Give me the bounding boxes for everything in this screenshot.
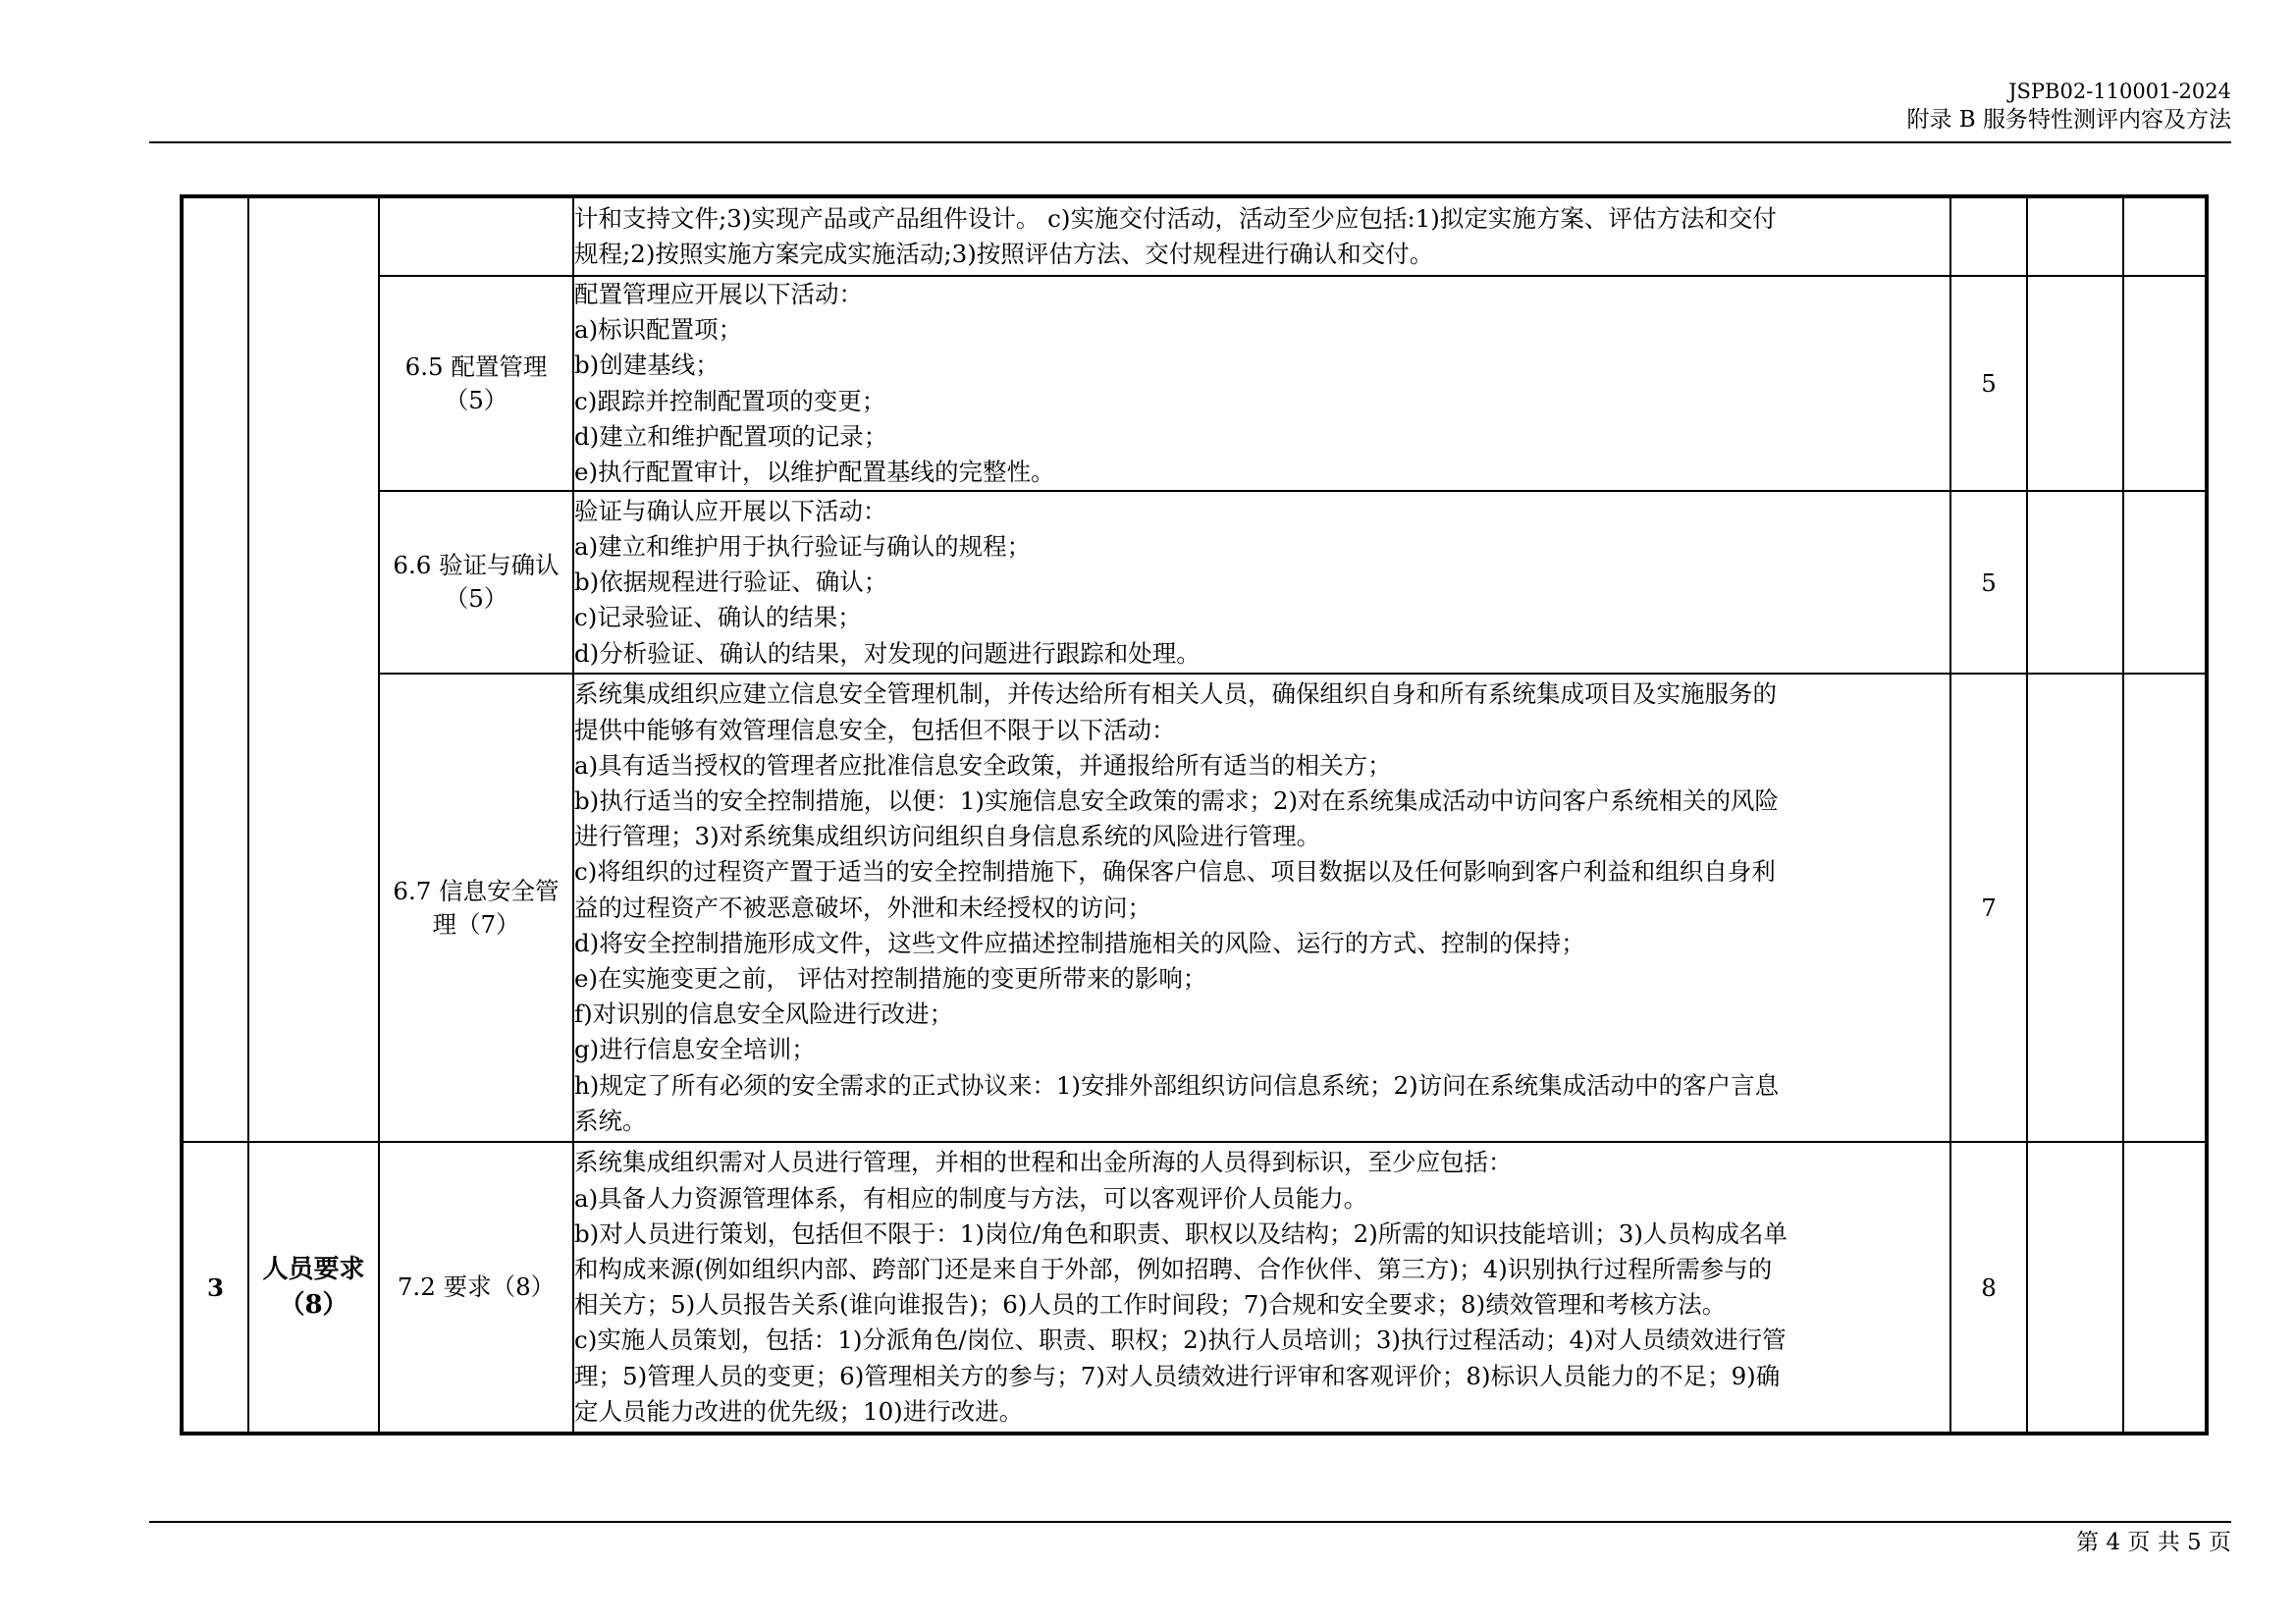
content-line: a)具备人力资源管理体系，有相应的制度与方法，可以客观评价人员能力。 xyxy=(574,1183,1368,1213)
blank-cell xyxy=(2027,1142,2123,1434)
item-cell xyxy=(379,1142,573,1434)
content-line: c)跟踪并控制配置项的变更； xyxy=(574,386,886,415)
category-cell xyxy=(248,1142,379,1434)
content-line: 理；5)管理人员的变更；6)管理相关方的参与；7)对人员绩效进行评审和客观评价；8)标识人员能力的不足；9)确 xyxy=(574,1361,1781,1390)
content-cell xyxy=(573,196,1950,276)
content-line: 系统集成组织需对人员进行管理，并相的世程和出金所海的人员得到标识，至少应包括： xyxy=(574,1148,1513,1177)
content-line: 配置管理应开展以下活动： xyxy=(574,280,863,308)
content-line: b)创建基线； xyxy=(574,351,720,380)
header-title: 附录 B 服务特性测评内容及方法 xyxy=(1906,107,2231,133)
content-line: 系统。 xyxy=(574,1106,647,1135)
content-line: a)具有适当授权的管理者应批准信息安全政策，并通报给所有适当的相关方； xyxy=(574,750,1392,780)
header-rule xyxy=(149,141,2231,143)
content-line: h)规定了所有必须的安全需求的正式协议来：1)安排外部组织访问信息系统；2)访问在系统集成活动中的客户言息 xyxy=(574,1070,1780,1100)
no-cell xyxy=(182,196,248,1142)
content-line: c)将组织的过程资产置于适当的安全控制措施下，确保客户信息、项目数据以及任何影响到客户利益和组织自身利 xyxy=(574,857,1776,887)
content-line: d)建立和维护配置项的记录； xyxy=(574,421,888,451)
content-line: 计和支持文件;3)实现产品或产品组件设计。 c)实施交付活动，活动至少应包括:1)拟定实施方案、评估方法和交付 xyxy=(574,203,1777,233)
page-number: 第 4 页 共 5 页 xyxy=(2076,1530,2231,1555)
content-cell xyxy=(573,276,1950,491)
content-line: 验证与确认应开展以下活动： xyxy=(574,496,887,525)
item-cell xyxy=(379,491,573,674)
score-cell: 8 xyxy=(1950,1142,2027,1434)
content-line: a)建立和维护用于执行验证与确认的规程； xyxy=(574,531,1032,561)
content-line: 益的过程资产不被恶意破坏，外泄和未经授权的访问； xyxy=(574,893,1151,922)
score-cell: 7 xyxy=(1950,674,2027,1142)
content-line: d)将安全控制措施形成文件，这些文件应描述控制措施相关的风险、运行的方式、控制的保持； xyxy=(574,928,1585,957)
table-row xyxy=(182,196,2207,276)
footer-rule xyxy=(149,1521,2231,1523)
blank-cell xyxy=(2027,276,2123,491)
content-line: 定人员能力改进的优先级；10)进行改进。 xyxy=(574,1396,1024,1426)
table-row xyxy=(182,674,2207,1142)
item-label: 7.2 要求（8） xyxy=(397,1272,556,1302)
item-cell xyxy=(379,276,573,491)
content-line: b)对人员进行策划，包括但不限于：1)岗位/角色和职责、职权以及结构；2)所需的知识技能培训；3)人员构成名单 xyxy=(574,1218,1788,1248)
item-label: 6.7 信息安全管 xyxy=(393,876,560,905)
item-cell xyxy=(379,196,573,276)
content-line: 系统集成组织应建立信息安全管理机制，并传达给所有相关人员，确保组织自身和所有系统集成项目及实施服务的 xyxy=(574,679,1777,709)
category-label: 人员要求 xyxy=(262,1255,365,1285)
content-line: 进行管理；3)对系统集成组织访问组织自身信息系统的风险进行管理。 xyxy=(574,822,1321,851)
blank-cell xyxy=(2123,1142,2207,1434)
table-row xyxy=(182,276,2207,491)
no-cell: 3 xyxy=(182,1142,248,1434)
blank-cell xyxy=(2123,674,2207,1142)
blank-cell xyxy=(2027,196,2123,276)
content-line: c)记录验证、确认的结果； xyxy=(574,603,862,632)
category-label: （8） xyxy=(279,1290,348,1321)
score-cell: 5 xyxy=(1950,276,2027,491)
content-line: a)标识配置项； xyxy=(574,315,743,345)
blank-cell xyxy=(2027,491,2123,674)
content-line: g)进行信息安全培训； xyxy=(574,1035,816,1064)
item-label: 6.6 验证与确认 xyxy=(393,551,560,580)
score-cell xyxy=(1950,196,2027,276)
doc-code: JSPB02-110001-2024 xyxy=(2008,80,2231,103)
content-line: e)在实施变更之前， 评估对控制措施的变更所带来的影响； xyxy=(574,964,1207,994)
content-line: c)实施人员策划，包括：1)分派角色/岗位、职责、职权；2)执行人员培训；3)执行过程活动；4)对人员绩效进行管 xyxy=(574,1326,1787,1355)
content-cell xyxy=(573,491,1950,674)
table-row xyxy=(182,1142,2207,1434)
content-cell xyxy=(573,674,1950,1142)
content-line: b)执行适当的安全控制措施，以便：1)实施信息安全政策的需求；2)对在系统集成活动中访问客户系统相关的风险 xyxy=(574,786,1780,815)
content-line: 规程;2)按照实施方案完成实施活动;3)按照评估方法、交付规程进行确认和交付。 xyxy=(574,240,1434,268)
score-cell: 5 xyxy=(1950,491,2027,674)
category-cell xyxy=(248,196,379,1142)
blank-cell xyxy=(2123,491,2207,674)
blank-cell xyxy=(2027,674,2123,1142)
content-line: f)对识别的信息安全风险进行改进； xyxy=(574,1000,954,1029)
content-cell xyxy=(573,1142,1950,1434)
blank-cell xyxy=(2123,196,2207,276)
content-line: e)执行配置审计，以维护配置基线的完整性。 xyxy=(574,458,1055,487)
item-label: 6.5 配置管理 xyxy=(404,352,548,381)
table-row xyxy=(182,491,2207,674)
content-line: 相关方；5)人员报告关系(谁向谁报告)；6)人员的工作时间段；7)合规和安全要求；8)绩效管理和考核方法。 xyxy=(574,1290,1727,1320)
item-label: 理（7） xyxy=(432,909,520,939)
content-line: d)分析验证、确认的结果，对发现的问题进行跟踪和处理。 xyxy=(574,638,1201,668)
content-line: 和构成来源(例如组织内部、跨部门还是来自于外部，例如招聘、合作伙伴、第三方)；4)识别执行过程所需参与的 xyxy=(574,1255,1773,1284)
item-label: （5） xyxy=(444,385,508,414)
evaluation-table xyxy=(180,194,2209,1435)
blank-cell xyxy=(2123,276,2207,491)
item-label: （5） xyxy=(444,584,508,614)
item-cell xyxy=(379,674,573,1142)
content-line: 提供中能够有效管理信息安全，包括但不限于以下活动： xyxy=(574,715,1176,744)
content-line: b)依据规程进行验证、确认； xyxy=(574,568,888,597)
